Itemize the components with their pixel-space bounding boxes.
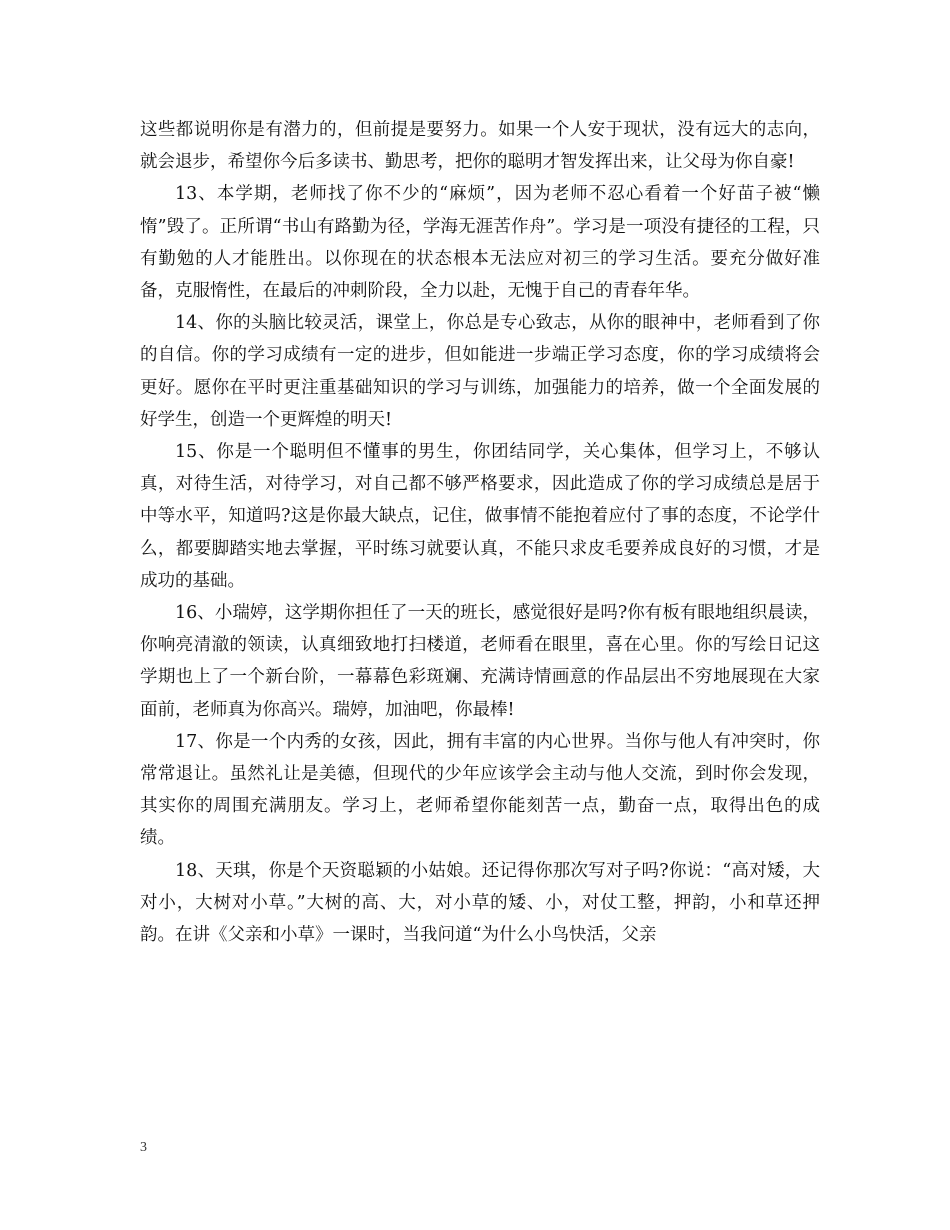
paragraph-14: 14、你的头脑比较灵活，课堂上，你总是专心致志，从你的眼神中，老师看到了你的自信。你的学习成绩有一定的进步，但如能进一步端正学习态度，你的学习成绩将会更好。愿你在平时更注重基础知识的学习与训练，加强能力的培养，做一个全面发展的好学生，创造一个更辉煌的明天! <box>140 313 820 430</box>
paragraph-18: 18、天琪，你是个天资聪颖的小姑娘。还记得你那次写对子吗?你说：“高对矮，大对小，大树对小草。”大树的高、大，对小草的矮、小，对仗工整，押韵，小和草还押韵。在讲《父亲和小草》一课时，当我问道“为什么小鸟快活，父亲 <box>140 860 820 946</box>
paragraph-17: 17、你是一个内秀的女孩，因此，拥有丰富的内心世界。当你与他人有冲突时，你常常退让。虽然礼让是美德，但现代的少年应该学会主动与他人交流，到时你会发现，其实你的周围充满朋友。学习上，老师希望你能刻苦一点，勤奋一点，取得出色的成绩。 <box>140 731 820 849</box>
paragraph-15: 15、你是一个聪明但不懂事的男生，你团结同学，关心集体，但学习上，不够认真，对待生活，对待学习，对自己都不够严格要求，因此造成了你的学习成绩总是居于中等水平，知道吗?这是你最大缺点，记住，做事情不能抱着应付了事的态度，不论学什么，都要脚踏实地去掌握，平时练习就要认真，不能只求皮毛要养成良好的习惯，才是成功的基础。 <box>140 442 820 591</box>
paragraph-13: 13、本学期，老师找了你不少的“麻烦”，因为老师不忍心看着一个好苗子被“懒惰”毁了。正所谓“书山有路勤为径，学海无涯苦作舟”。学习是一项没有捷径的工程，只有勤勉的人才能胜出。以你现在的状态根本无法应对初三的学习生活。要充分做好准备，克服惰性，在最后的冲刺阶段，全力以赴，无愧于自己的青春年华。 <box>140 184 820 302</box>
paragraph-16: 16、小瑞婷，这学期你担任了一天的班长，感觉很好是吗?你有板有眼地组织晨读，你响亮清澈的领读，认真细致地打扫楼道，老师看在眼里，喜在心里。你的写绘日记这学期也上了一个新台阶，一幕幕色彩斑斓、充满诗情画意的作品层出不穷地展现在大家面前，老师真为你高兴。瑞婷，加油吧，你最棒! <box>140 603 820 720</box>
page-number: 3 <box>140 1140 147 1155</box>
paragraph-continuation: 这些都说明你是有潜力的，但前提是要努力。如果一个人安于现状，没有远大的志向，就会退步，希望你今后多读书、勤思考，把你的聪明才智发挥出来，让父母为你自豪! <box>140 120 820 173</box>
document-body <box>140 114 820 951</box>
